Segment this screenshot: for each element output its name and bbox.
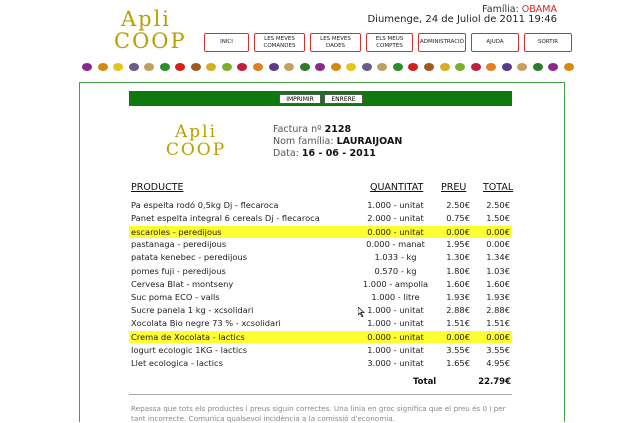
fruit-icon — [440, 63, 450, 71]
header-price: PREU — [441, 182, 467, 193]
quantity-cell: 1.033 - kg — [374, 252, 417, 262]
price-cell: 1.60€ — [446, 279, 470, 289]
fruit-decoration — [82, 61, 574, 73]
fruit-icon — [284, 63, 294, 71]
footer-note: Repassa que tots els productes i preus siguin correctes. Una línia en groc significa que el preu és 0 i per tant incorrecte. Comunica qualsevol incidència a la comissió d'economia. — [131, 404, 506, 423]
fruit-icon — [564, 63, 574, 71]
quantity-cell: 0.000 - unitat — [367, 332, 424, 342]
fruit-icon — [548, 63, 558, 71]
back-button[interactable]: ENRERE — [324, 94, 363, 104]
product-cell: patata kenebec - peredijous — [131, 252, 248, 262]
table-row — [129, 251, 512, 263]
fruit-icon — [206, 63, 216, 71]
quantity-cell: 1.000 - unitat — [367, 345, 424, 355]
fruit-icon — [377, 63, 387, 71]
table-row — [129, 238, 512, 250]
nav-les-meves-comandes[interactable]: LES MEVES COMANDES — [254, 33, 305, 52]
fruit-icon — [160, 63, 170, 71]
header-total: TOTAL — [483, 182, 514, 193]
fruit-icon — [486, 63, 496, 71]
product-cell: escaroles - peredijous — [131, 227, 222, 237]
price-cell: 1.51€ — [446, 318, 470, 328]
table-row — [129, 344, 512, 356]
product-cell: Iogurt ecologic 1KG - lactics — [131, 345, 248, 355]
price-cell: 1.93€ — [446, 292, 470, 302]
mouse-cursor-icon — [358, 307, 366, 317]
total-cell: 0.00€ — [486, 332, 510, 342]
price-cell: 2.50€ — [446, 200, 470, 210]
fruit-icon — [82, 63, 92, 71]
product-cell: Llet ecologica - lactics — [131, 358, 223, 368]
fruit-icon — [175, 63, 185, 71]
quantity-cell: 1.000 - unitat — [367, 200, 424, 210]
invoice-number-label: Factura nº — [273, 124, 322, 135]
table-row — [129, 265, 512, 277]
fruit-icon — [471, 63, 481, 71]
quantity-cell: 0.570 - kg — [374, 266, 417, 276]
fruit-icon — [455, 63, 465, 71]
table-row — [129, 226, 512, 238]
fruit-icon — [144, 63, 154, 71]
app-logo — [114, 7, 187, 54]
product-cell: pomes fuji - peredijous — [131, 266, 226, 276]
total-cell: 2.88€ — [486, 305, 510, 315]
fruit-icon — [98, 63, 108, 71]
current-date: Diumenge, 24 de Juliol de 2011 19:46 — [367, 14, 557, 25]
product-cell: Panet espelta integral 6 cereals Dj - flecaroca — [131, 213, 320, 223]
table-row — [129, 291, 512, 303]
product-cell: pastanaga - peredijous — [131, 239, 227, 249]
fruit-icon — [533, 63, 543, 71]
table-row — [129, 331, 512, 343]
total-cell: 1.60€ — [486, 279, 510, 289]
fruit-icon — [113, 63, 123, 71]
invoice-family — [273, 136, 402, 147]
product-cell: Suc poma ECO - valls — [131, 292, 220, 302]
product-cell: Sucre panela 1 kg - xcsolidari — [131, 305, 254, 315]
price-cell: 1.65€ — [446, 358, 470, 368]
table-row — [129, 357, 512, 369]
total-cell: 0.00€ — [486, 227, 510, 237]
print-button[interactable]: IMPRIMIR — [279, 94, 321, 104]
quantity-cell: 1.000 - litre — [371, 292, 420, 302]
quantity-cell: 0.000 - manat — [366, 239, 425, 249]
price-cell: 2.88€ — [446, 305, 470, 315]
price-cell: 3.55€ — [446, 345, 470, 355]
price-cell: 0.75€ — [446, 213, 470, 223]
total-cell: 0.00€ — [486, 239, 510, 249]
nav-les-meves-dades[interactable]: LES MEVES DADES — [310, 33, 361, 52]
fruit-icon — [222, 63, 232, 71]
total-value: 22.79€ — [478, 377, 511, 387]
header-product: PRODUCTE — [131, 182, 184, 193]
table-row — [129, 304, 512, 316]
total-cell: 2.50€ — [486, 200, 510, 210]
logo-line2: COOP — [114, 29, 187, 54]
price-cell: 0.00€ — [446, 227, 470, 237]
fruit-icon — [393, 63, 403, 71]
total-cell: 3.55€ — [486, 345, 510, 355]
fruit-icon — [315, 63, 325, 71]
nav-ajuda[interactable]: AJUDA — [471, 33, 519, 52]
fruit-icon — [191, 63, 201, 71]
total-cell: 1.03€ — [486, 266, 510, 276]
price-cell: 1.95€ — [446, 239, 470, 249]
invoice-number-value: 2128 — [324, 124, 352, 135]
quantity-cell: 1.000 - unitat — [367, 305, 424, 315]
header-quantity: QUANTITAT — [370, 182, 424, 193]
fruit-icon — [346, 63, 356, 71]
quantity-cell: 1.000 - unitat — [367, 318, 424, 328]
invoice-date-value: 16 - 06 - 2011 — [301, 148, 376, 159]
fruit-icon — [331, 63, 341, 71]
fruit-icon — [362, 63, 372, 71]
invoice-logo-line2: COOP — [165, 139, 227, 160]
total-cell: 1.51€ — [486, 318, 510, 328]
fruit-icon — [424, 63, 434, 71]
price-cell: 1.30€ — [446, 252, 470, 262]
price-cell: 1.80€ — [446, 266, 470, 276]
total-cell: 1.93€ — [486, 292, 510, 302]
invoice-family-label: Nom família: — [273, 136, 334, 147]
quantity-cell: 0.000 - unitat — [367, 227, 424, 237]
fruit-icon — [237, 63, 247, 71]
fruit-icon — [253, 63, 263, 71]
total-cell: 1.50€ — [486, 213, 510, 223]
total-cell: 1.34€ — [486, 252, 510, 262]
fruit-icon — [269, 63, 279, 71]
nav-els-meus-comptes[interactable]: ELS MEUS COMPTES — [366, 33, 413, 52]
table-row — [129, 317, 512, 329]
table-row — [129, 199, 512, 211]
main-nav — [204, 33, 572, 52]
total-label: Total — [413, 377, 437, 387]
product-cell: Pa espelta rodó 0,5kg Dj - flecaroca — [131, 200, 279, 210]
fruit-icon — [408, 63, 418, 71]
product-cell: Cervesa Blat - montseny — [131, 279, 234, 289]
product-cell: Crema de Xocolata - lactics — [131, 332, 245, 342]
divider — [129, 394, 512, 395]
family-label: Família: — [482, 4, 519, 15]
invoice-date-label: Data: — [273, 148, 299, 159]
quantity-cell: 1.000 - ampolla — [362, 279, 429, 289]
fruit-icon — [129, 63, 139, 71]
fruit-icon — [300, 63, 310, 71]
invoice-family-value: LAURAIJOAN — [336, 136, 403, 147]
invoice-logo — [160, 124, 232, 160]
nav-administracio[interactable]: ADMINISTRACIÓ — [418, 33, 466, 52]
price-cell: 0.00€ — [446, 332, 470, 342]
table-row — [129, 278, 512, 290]
nav-inici[interactable]: INICI — [204, 33, 249, 52]
quantity-cell: 2.000 - unitat — [367, 213, 424, 223]
fruit-icon — [517, 63, 527, 71]
quantity-cell: 3.000 - unitat — [367, 358, 424, 368]
product-cell: Xocolata Bio negre 73 % - xcsolidari — [131, 318, 281, 328]
nav-sortir[interactable]: SORTIR — [524, 33, 572, 52]
total-cell: 4.95€ — [486, 358, 510, 368]
table-row — [129, 212, 512, 224]
invoice-date — [273, 148, 376, 159]
invoice-logo-line1: Apli — [174, 122, 218, 142]
logo-line1: Apli — [120, 7, 172, 31]
invoice-number — [273, 124, 351, 135]
fruit-icon — [502, 63, 512, 71]
family-name: OBAMA — [521, 4, 557, 15]
